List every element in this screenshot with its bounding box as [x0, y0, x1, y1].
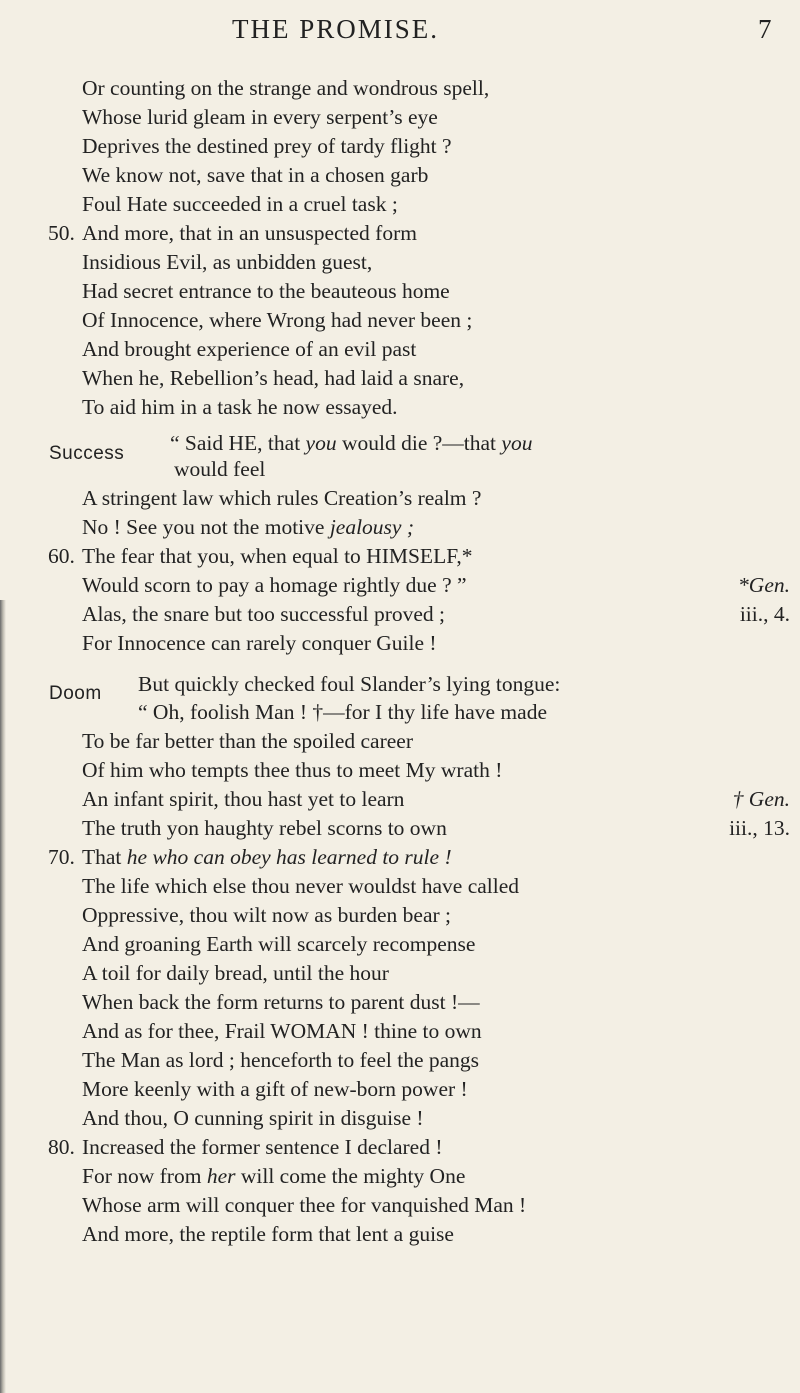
verse-line: Alas, the snare but too successful proved ; iii., 4. — [0, 599, 800, 629]
verse-line: More keenly with a gift of new-born power ! — [82, 1077, 468, 1101]
margin-note: iii., 4. — [739, 602, 790, 626]
verse-line: When back the form returns to parent dust !— — [82, 990, 480, 1014]
margin-note: † Gen. — [732, 787, 790, 811]
verse-line: And thou, O cunning spirit in disguise ! — [82, 1106, 424, 1130]
running-head — [0, 14, 800, 54]
margin-note: *Gen. — [738, 573, 790, 597]
verse-line: For now from her will come the mighty One — [82, 1164, 466, 1188]
side-label-success: Success — [49, 443, 125, 464]
verse-line: Or counting on the strange and wondrous spell, — [82, 76, 490, 100]
verse-line: 60. The fear that you, when equal to HIMSELF,* — [0, 541, 800, 571]
line-number: 50. — [48, 221, 75, 245]
verse-line: And groaning Earth will scarcely recompense — [82, 932, 476, 956]
verse-line: A toil for daily bread, until the hour — [82, 961, 389, 985]
verse-line: Whose arm will conquer thee for vanquished Man ! — [82, 1193, 527, 1217]
verse-line: To aid him in a task he now essayed. — [82, 395, 398, 419]
verse-line: Had secret entrance to the beauteous home — [82, 279, 450, 303]
margin-note: iii., 13. — [729, 816, 790, 840]
verse-line: And more, the reptile form that lent a guise — [82, 1222, 454, 1246]
verse-line: To be far better than the spoiled career — [82, 729, 413, 753]
verse-line: The Man as lord ; henceforth to feel the pangs — [82, 1048, 480, 1072]
verse-line: No ! See you not the motive jealousy ; — [82, 515, 414, 539]
verse-line: And as for thee, Frail WOMAN ! thine to own — [82, 1019, 482, 1043]
verse-line: An infant spirit, thou hast yet to learn † Gen. — [0, 784, 800, 814]
page-number: 7 — [758, 14, 772, 44]
verse-line: We know not, save that in a chosen garb — [82, 163, 429, 187]
verse-line: 80. Increased the former sentence I declared ! — [0, 1132, 800, 1162]
verse-line: Of Innocence, where Wrong had never been ; — [82, 308, 473, 332]
verse-line: But quickly checked foul Slander’s lying tongue: — [138, 672, 561, 696]
verse-line: The truth yon haughty rebel scorns to own iii., 13. — [0, 813, 800, 843]
verse-line: When he, Rebellion’s head, had laid a snare, — [82, 366, 465, 390]
verse-line: A stringent law which rules Creation’s realm ? — [82, 486, 482, 510]
verse-line: 70. That he who can obey has learned to rule ! — [0, 842, 800, 872]
verse-line: For Innocence can rarely conquer Guile ! — [82, 631, 437, 655]
verse-line: would feel — [174, 457, 266, 481]
line-number: 80. — [48, 1135, 75, 1159]
verse-line: “ Said HE, that you would die ?—that you — [170, 431, 533, 455]
verse-line: Oppressive, thou wilt now as burden bear ; — [82, 903, 452, 927]
verse-line: Deprives the destined prey of tardy flight ? — [82, 134, 452, 158]
side-label-doom: Doom — [49, 683, 102, 704]
verse-line: Would scorn to pay a homage rightly due ? ” *Gen. — [0, 570, 800, 600]
verse-line: The life which else thou never wouldst have called — [82, 874, 520, 898]
verse-line: And brought experience of an evil past — [82, 337, 417, 361]
verse-line: “ Oh, foolish Man ! †—for I thy life have made — [138, 700, 547, 724]
verse-line: Whose lurid gleam in every serpent’s eye — [82, 105, 438, 129]
line-number: 60. — [48, 544, 75, 568]
verse-line: 50. And more, that in an unsuspected form — [0, 218, 800, 248]
verse-line: Foul Hate succeeded in a cruel task ; — [82, 192, 398, 216]
verse-line: Of him who tempts thee thus to meet My wrath ! — [82, 758, 503, 782]
page-title: THE PROMISE. — [232, 14, 440, 44]
verse-line: Insidious Evil, as unbidden guest, — [82, 250, 373, 274]
line-number: 70. — [48, 845, 75, 869]
